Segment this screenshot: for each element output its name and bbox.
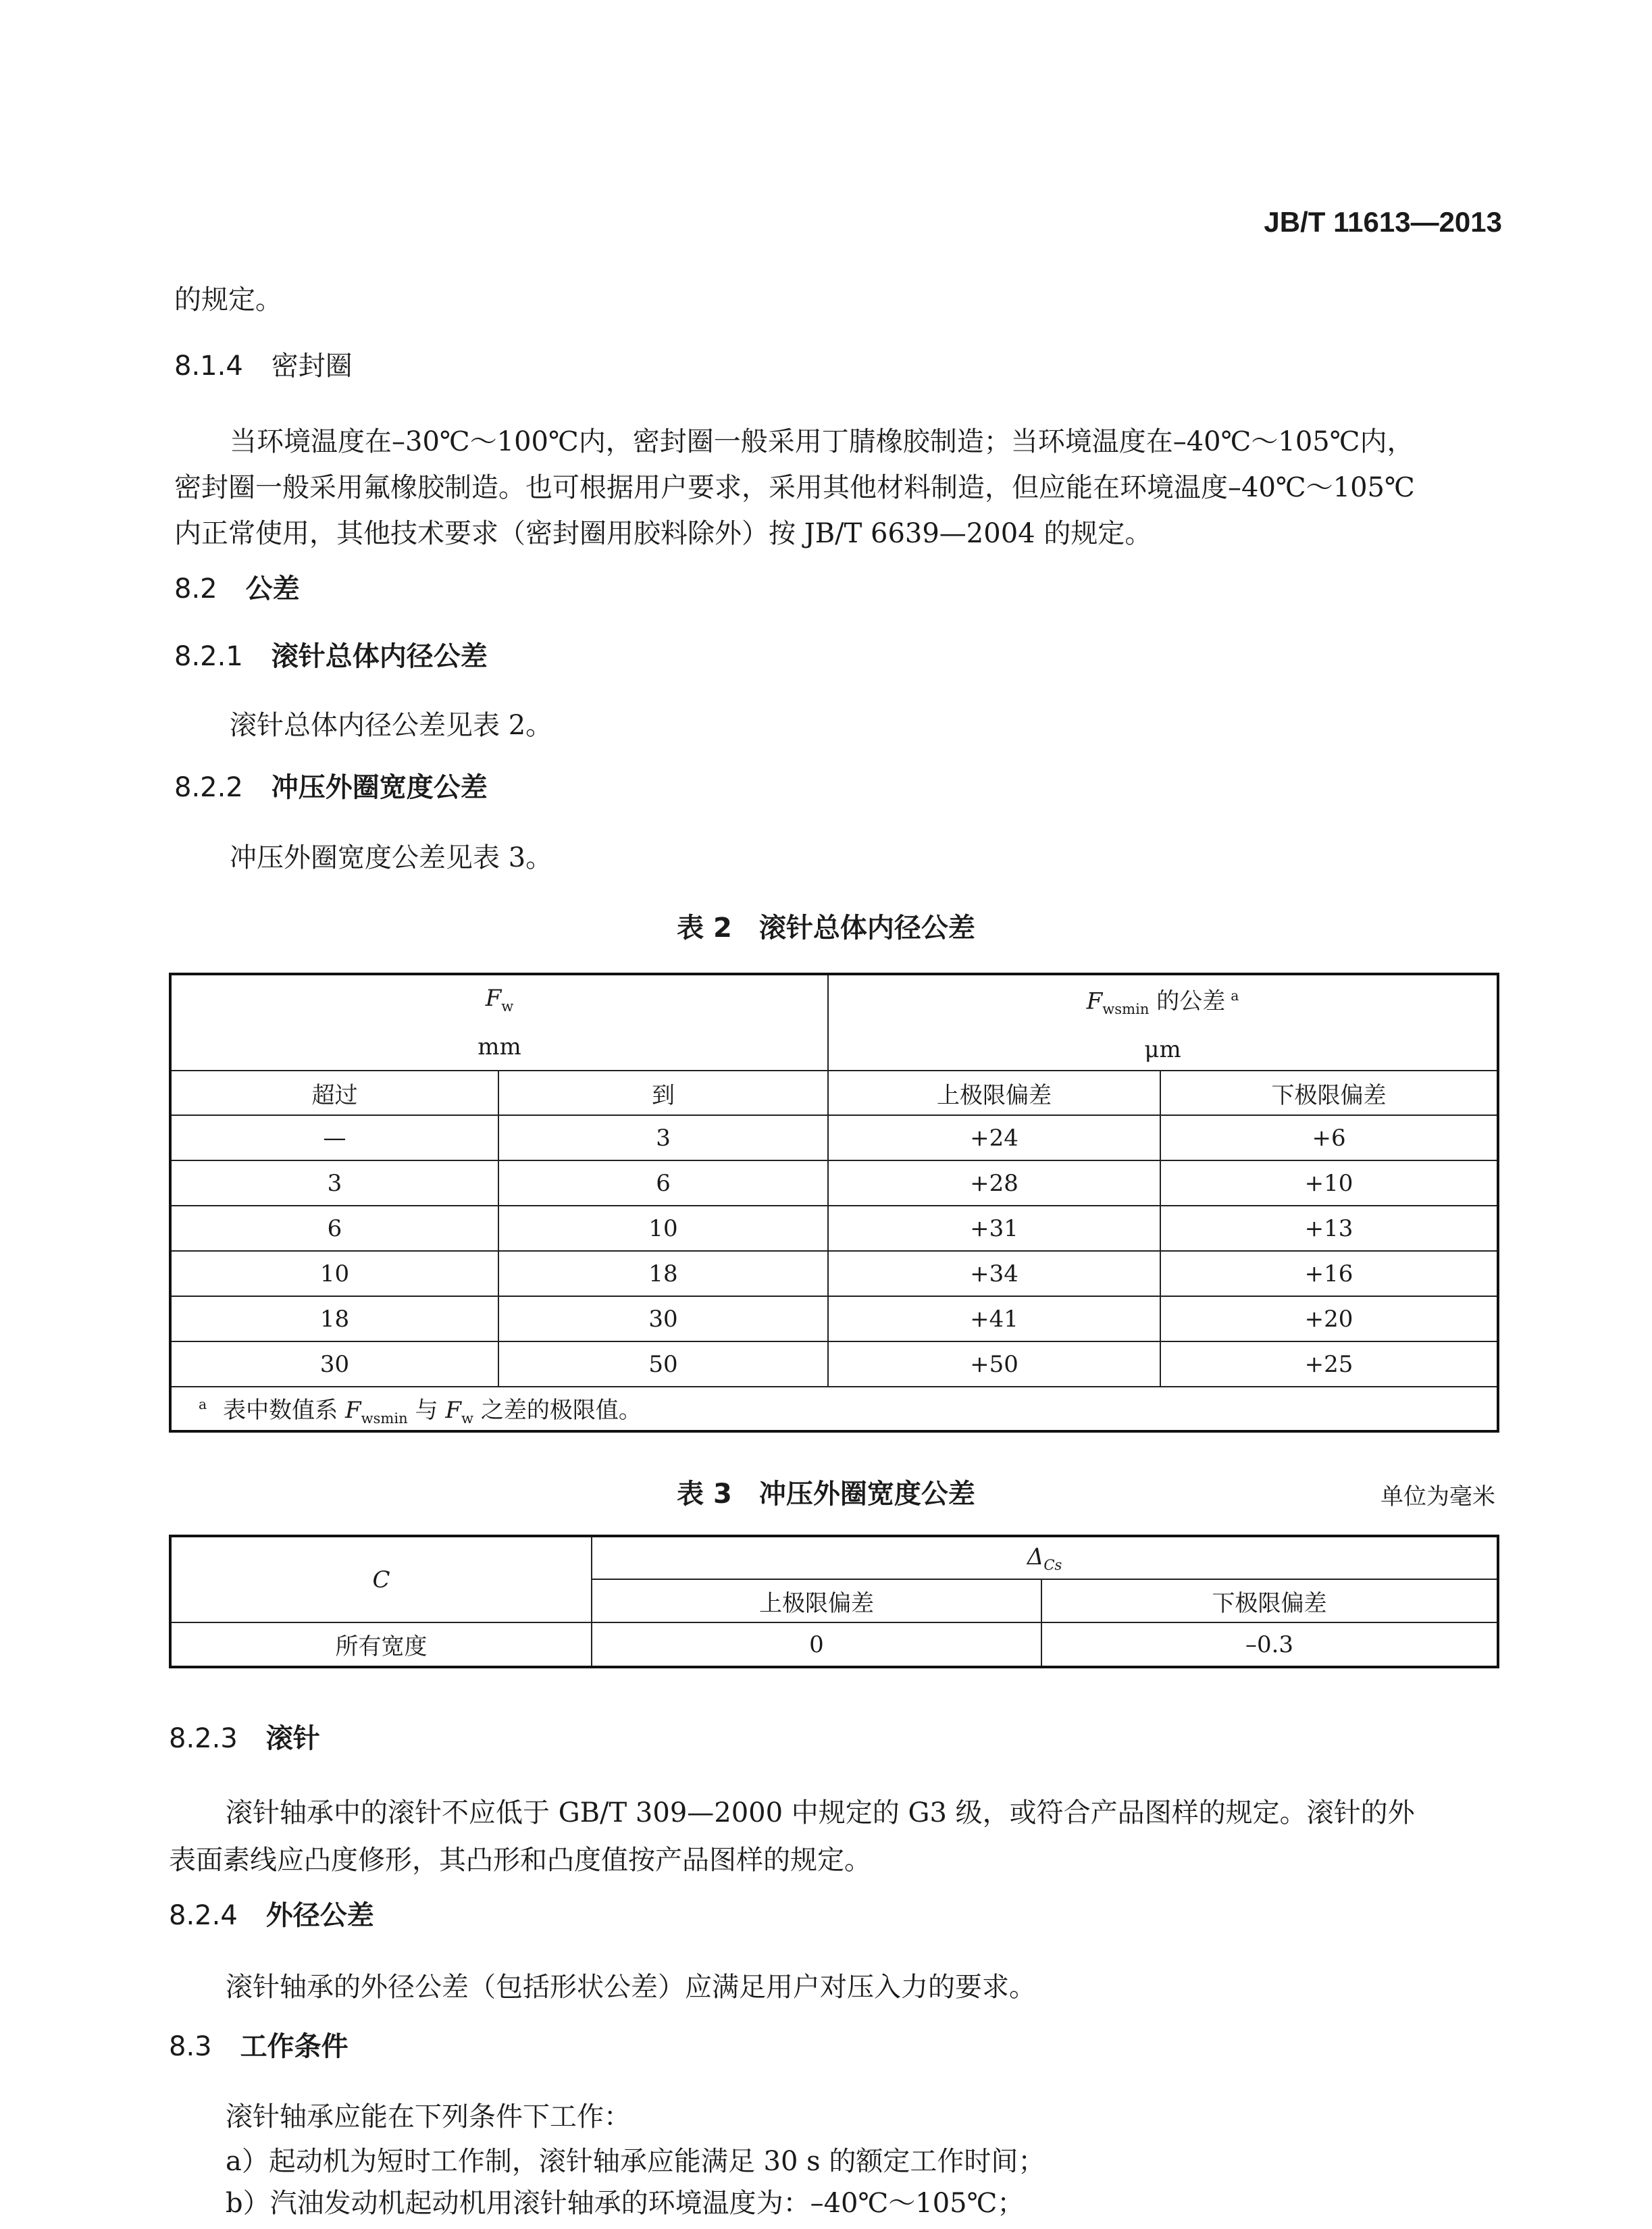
table-row	[170, 1622, 1498, 1667]
section-8-3-item-b: b）汽油发动机起动机用滚针轴承的环境温度为：–40℃～105℃；	[226, 2188, 1025, 2219]
section-number: 8.1.4	[174, 351, 243, 382]
cell-lower: –0.3	[1041, 1622, 1498, 1667]
table-3-unit: 单位为毫米	[1380, 1483, 1495, 1510]
section-number: 8.2.4	[169, 1900, 238, 1931]
section-8-1-4-line-2: 密封圈一般采用氟橡胶制造。也可根据用户要求，采用其他材料制造，但应能在环境温度–40℃～105℃	[174, 472, 1415, 503]
table-2-caption: 表 2 滚针总体内径公差	[677, 913, 975, 944]
section-title: 密封圈	[271, 351, 353, 382]
cell-lower: +6	[1160, 1115, 1498, 1160]
cell-lower: +13	[1160, 1206, 1498, 1251]
fw-unit: mm	[477, 1033, 521, 1060]
tolerance-label: 的公差	[1149, 988, 1226, 1015]
footnote-marker: a	[1231, 988, 1239, 1004]
section-title: 滚针总体内径公差	[271, 641, 488, 672]
section-8-2-3-heading	[169, 1718, 320, 1759]
table-row	[170, 1206, 1498, 1251]
section-number: 8.2.3	[169, 1723, 238, 1754]
section-8-1-4-line-1: 当环境温度在–30℃～100℃内，密封圈一般采用丁腈橡胶制造；当环境温度在–40℃～105℃内，	[230, 426, 1414, 457]
section-8-1-4-line-3: 内正常使用，其他技术要求（密封圈用胶料除外）按 JB/T 6639—2004 的规定。	[174, 518, 1152, 549]
cell-to: 10	[498, 1206, 828, 1251]
cell-lower: +16	[1160, 1251, 1498, 1296]
table-2-footnote	[170, 1387, 1498, 1431]
table-3-header-row-1	[170, 1536, 1498, 1579]
table-3-caption: 表 3 冲压外圈宽度公差	[677, 1479, 975, 1510]
cell-upper: +28	[828, 1160, 1160, 1206]
footnote-marker: a	[199, 1396, 207, 1413]
cell-to: 3	[498, 1115, 828, 1160]
fw-subscript: w	[501, 997, 514, 1015]
section-8-3-heading	[169, 2026, 349, 2067]
cell-lower: +25	[1160, 1341, 1498, 1387]
section-8-1-4-heading	[174, 346, 353, 386]
cell-to: 18	[498, 1251, 828, 1296]
delta-subscript: Cs	[1043, 1556, 1062, 1573]
cell-over: 10	[170, 1251, 498, 1296]
cell-upper: +34	[828, 1251, 1160, 1296]
col-lower-header: 下极限偏差	[1160, 1071, 1498, 1115]
cell-upper: 0	[592, 1622, 1041, 1667]
section-title: 外径公差	[265, 1900, 374, 1931]
cell-over: —	[170, 1115, 498, 1160]
section-title: 工作条件	[240, 2031, 349, 2062]
fwsmin-subscript: wsmin	[1102, 1000, 1150, 1018]
cell-upper: +41	[828, 1296, 1160, 1341]
footnote-subscript-1: wsmin	[361, 1409, 408, 1427]
section-8-3-item-a: a）起动机为短时工作制，滚针轴承应能满足 30 s 的额定工作时间；	[226, 2146, 1046, 2177]
table-row	[170, 1160, 1498, 1206]
table-2-header-row-1	[170, 974, 1498, 1071]
section-number: 8.3	[169, 2031, 212, 2062]
table-row	[170, 1341, 1498, 1387]
table-row	[170, 1115, 1498, 1160]
cell-to: 50	[498, 1341, 828, 1387]
cell-width-label: 所有宽度	[170, 1622, 592, 1667]
table-row	[170, 1251, 1498, 1296]
fw-header-cell	[170, 974, 828, 1071]
cell-to: 6	[498, 1160, 828, 1206]
delta-header-cell	[592, 1536, 1498, 1579]
tolerance-header-cell	[828, 974, 1498, 1071]
table-2-header-row-2	[170, 1071, 1498, 1115]
section-title: 冲压外圈宽度公差	[271, 772, 488, 803]
cell-upper: +50	[828, 1341, 1160, 1387]
col-upper-header: 上极限偏差	[592, 1579, 1041, 1622]
cell-lower: +20	[1160, 1296, 1498, 1341]
cell-upper: +24	[828, 1115, 1160, 1160]
cell-lower: +10	[1160, 1160, 1498, 1206]
cell-over: 30	[170, 1341, 498, 1387]
col-over-header: 超过	[170, 1071, 498, 1115]
fwsmin-symbol: F	[1086, 988, 1103, 1015]
continuation-text: 的规定。	[174, 284, 282, 315]
section-number: 8.2	[174, 573, 217, 605]
cell-over: 3	[170, 1160, 498, 1206]
delta-symbol: Δ	[1027, 1543, 1044, 1570]
section-8-2-3-line-2: 表面素线应凸度修形，其凸形和凸度值按产品图样的规定。	[169, 1845, 871, 1876]
section-8-3-intro: 滚针轴承应能在下列条件下工作：	[226, 2101, 631, 2132]
section-8-2-1-body: 滚针总体内径公差见表 2。	[230, 710, 553, 741]
section-number: 8.2.1	[174, 641, 243, 672]
footnote-symbol-2: F	[445, 1396, 461, 1424]
section-8-2-4-heading	[169, 1895, 374, 1936]
col-upper-header: 上极限偏差	[828, 1071, 1160, 1115]
footnote-text-pre: 表中数值系	[223, 1396, 345, 1424]
c-symbol: C	[372, 1566, 390, 1593]
tolerance-unit: μm	[1144, 1036, 1181, 1064]
section-8-2-2-body: 冲压外圈宽度公差见表 3。	[230, 842, 553, 873]
section-number: 8.2.2	[174, 772, 243, 803]
table-row	[170, 1296, 1498, 1341]
cell-over: 6	[170, 1206, 498, 1251]
section-8-2-heading	[174, 569, 300, 609]
table-3	[169, 1535, 1499, 1668]
fw-symbol: F	[485, 985, 502, 1013]
c-header-cell	[170, 1536, 592, 1622]
footnote-text-mid: 与	[407, 1396, 446, 1424]
footnote-subscript-2: w	[461, 1409, 474, 1427]
section-8-2-2-heading	[174, 767, 488, 808]
col-lower-header: 下极限偏差	[1041, 1579, 1498, 1622]
table-2	[169, 973, 1499, 1433]
footnote-text-post: 之差的极限值。	[473, 1396, 642, 1424]
table-2-footnote-row	[170, 1387, 1498, 1431]
col-to-header: 到	[498, 1071, 828, 1115]
cell-upper: +31	[828, 1206, 1160, 1251]
section-8-2-1-heading	[174, 636, 488, 677]
standard-code: JB/T 11613—2013	[1264, 206, 1502, 238]
section-title: 滚针	[265, 1723, 320, 1754]
footnote-symbol-1: F	[344, 1396, 361, 1424]
cell-to: 30	[498, 1296, 828, 1341]
cell-over: 18	[170, 1296, 498, 1341]
section-8-2-3-line-1: 滚针轴承中的滚针不应低于 GB/T 309—2000 中规定的 G3 级，或符合产品图样的规定。滚针的外	[226, 1797, 1415, 1828]
section-title: 公差	[245, 573, 300, 605]
section-8-2-4-body: 滚针轴承的外径公差（包括形状公差）应满足用户对压入力的要求。	[226, 1972, 1036, 2003]
